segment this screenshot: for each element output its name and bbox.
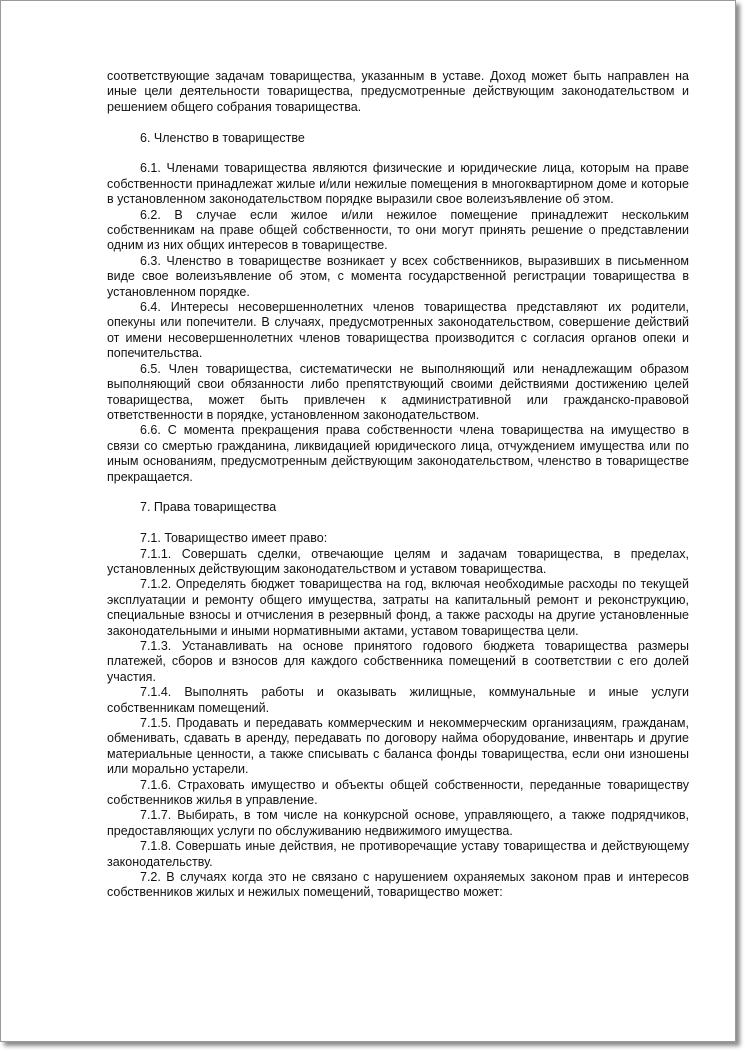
paragraph-7-1-5: 7.1.5. Продавать и передавать коммерческим и некоммерческим организациям, гражданам, обменивать, сдавать в аренду, передавать по договору найма оборудование, инвентарь и другие материальные ценности, а также списывать с баланса фонды товарищества, если они изношены или морально устарели. [107, 716, 689, 777]
paragraph-6-6: 6.6. С момента прекращения права собственности члена товарищества на имущество в связи со смертью гражданина, ликвидацией юридического лица, отчуждением имущества или по иным основаниям, предусмотренным действующим законодательством, членство в товариществе прекращается. [107, 423, 689, 484]
paragraph-6-5: 6.5. Член товарищества, систематически не выполняющий или ненадлежащим образом выполняющий свои обязанности либо препятствующий своими действиями достижению целей товарищества, может быть привлечен к административной или гражданско-правовой ответственности в порядке, установленном законодательством. [107, 361, 689, 422]
paragraph-7-1-1: 7.1.1. Совершать сделки, отвечающие целям и задачам товарищества, в пределах, установленных действующим законодательством и уставом товарищества. [107, 546, 689, 576]
paragraph-7-1-6: 7.1.6. Страховать имущество и объекты общей собственности, переданные товариществу собственников жилья в управление. [107, 777, 689, 808]
paragraph-7-1-8: 7.1.8. Совершать иные действия, не противоречащие уставу товарищества и действующему законодательству. [107, 839, 689, 869]
document-body [107, 69, 689, 901]
paragraph-6-3: 6.3. Членство в товариществе возникает у всех собственников, выразивших в письменном виде свое волеизъявление об этом, с момента государственной регистрации товарищества в установленном порядке. [107, 253, 689, 299]
section-heading: 6. Членство в товариществе [140, 130, 305, 145]
paragraph-7-1-7: 7.1.7. Выбирать, в том числе на конкурсной основе, управляющего, а также подрядчиков, предоставляющих услуги по обслуживанию недвижимого имущества. [107, 808, 689, 838]
paragraph-6-2: 6.2. В случае если жилое и/или нежилое помещение принадлежит нескольким собственникам на праве общей собственности, то они могут принять решение о представлении одним из них общих интересов в товариществе. [107, 207, 689, 253]
paragraph-6-1: 6.1. Членами товарищества являются физические и юридические лица, которым на праве собственности принадлежат жилые и/или нежилые помещения в многоквартирном доме и которые в установленном законодательством порядке выразили свое волеизъявление об этом. [107, 161, 689, 207]
paragraph-7-1-4: 7.1.4. Выполнять работы и оказывать жилищные, коммунальные и иные услуги собственникам помещений. [107, 685, 689, 715]
paragraph-7-1-2: 7.1.2. Определять бюджет товарищества на год, включая необходимые расходы по текущей эксплуатации и ремонту общего имущества, затраты на капитальный ремонт и реконструкцию, специальные взносы и отчисления в резервный фонд, а также расходы на другие установленные законодательными и иными нормативными актами, уставом товарищества цели. [107, 577, 689, 638]
section-heading: 7. Права товарищества [140, 500, 277, 515]
paragraph-6-4: 6.4. Интересы несовершеннолетних членов товарищества представляют их родители, опекуны или попечители. В случаях, предусмотренных законодательством, совершение действий от имени несовершеннолетних членов товарищества производится с согласия органов опеки и попечительства. [107, 300, 689, 361]
paragraph-7-2: 7.2. В случаях когда это не связано с нарушением охраняемых законом прав и интересов собственников жилых и нежилых помещений, товарищество может: [107, 870, 689, 900]
paragraph-7-1-3: 7.1.3. Устанавливать на основе принятого годового бюджета товарищества размеры платежей, сборов и взносов для каждого собственника помещений в соответствии с его долей участия. [107, 638, 689, 684]
intro-paragraph: соответствующие задачам товарищества, указанным в уставе. Доход может быть направлен на иные цели деятельности товарищества, предусмотренные действующим законодательством и решением общего собрания товарищества. [107, 69, 689, 114]
paragraph-7-1: 7.1. Товарищество имеет право: [140, 531, 328, 546]
